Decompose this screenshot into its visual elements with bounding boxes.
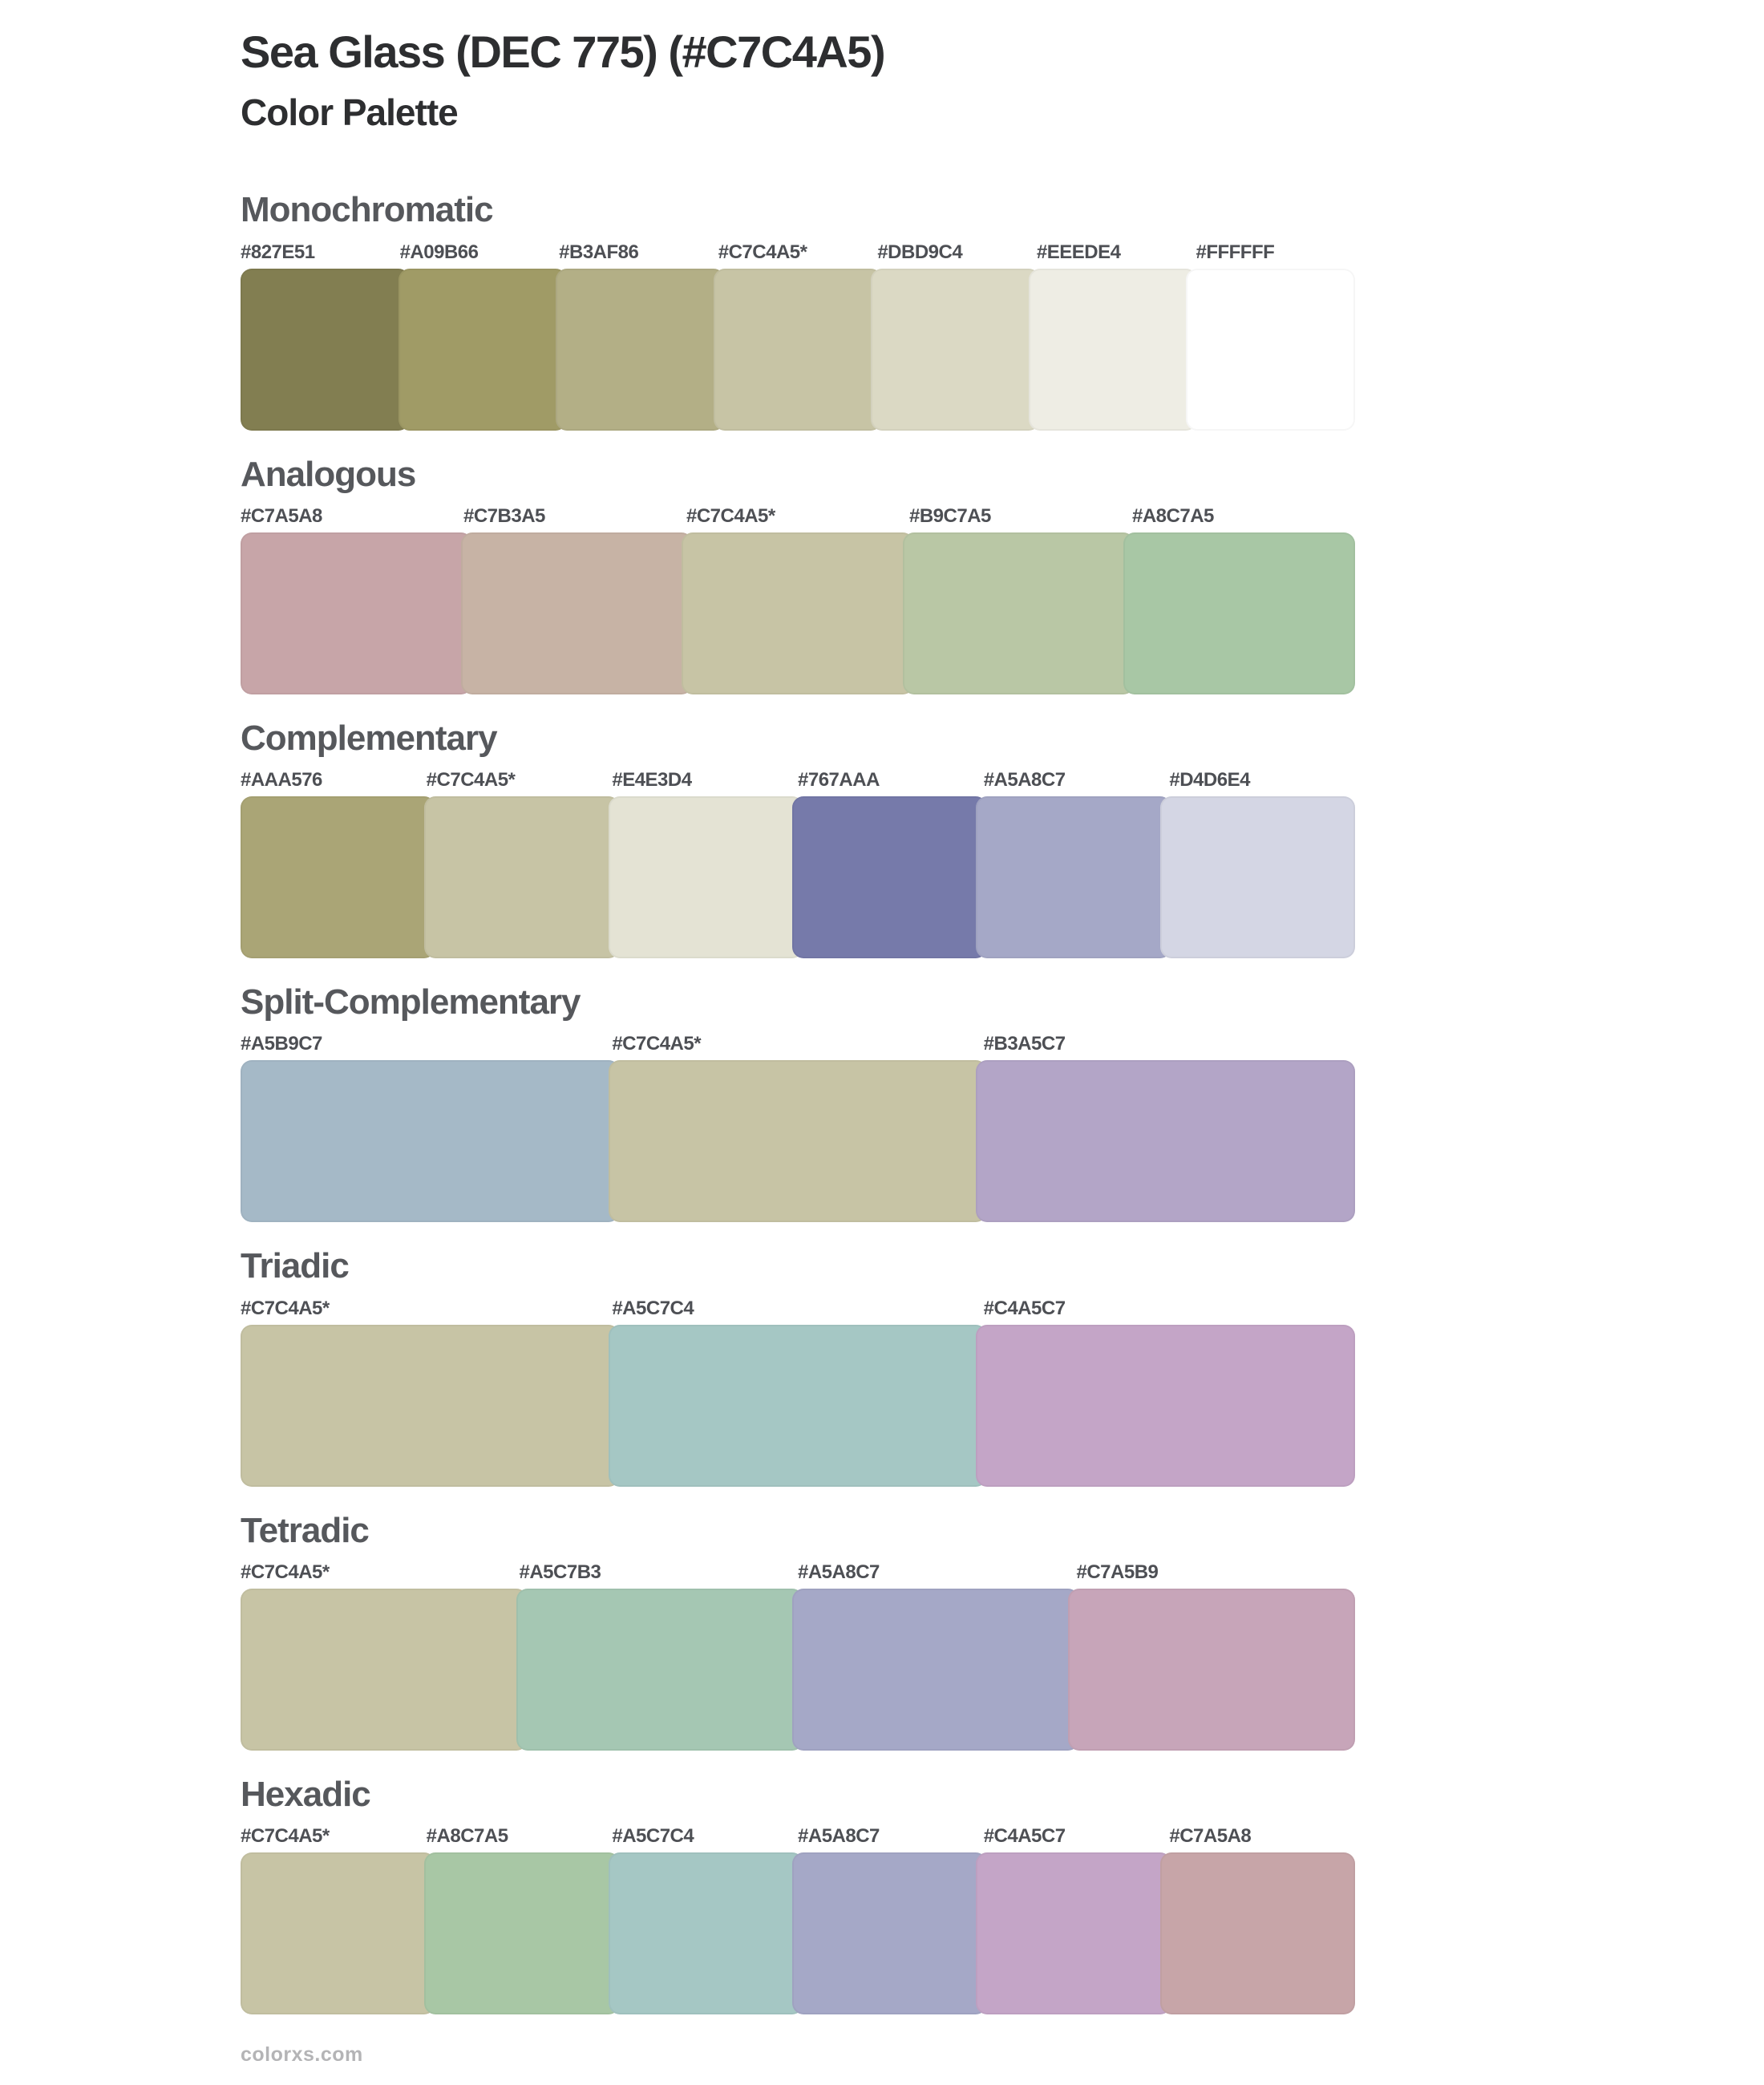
hex-label: #B3A5C7 <box>983 1033 1066 1055</box>
section-title: Triadic <box>241 1246 349 1286</box>
section-title: Hexadic <box>241 1774 370 1814</box>
palette-sections <box>241 190 1355 2014</box>
page-title: Sea Glass (DEC 775) (#C7C4A5) <box>241 26 885 77</box>
color-swatch[interactable] <box>792 1852 987 2014</box>
color-swatch[interactable] <box>1068 1589 1355 1751</box>
hex-label: #C7C4A5* <box>241 1825 330 1848</box>
hex-label: #C7C4A5* <box>718 241 807 263</box>
color-swatch[interactable] <box>1186 269 1355 431</box>
hex-label: #B9C7A5 <box>909 504 991 527</box>
site-footer-link[interactable]: colorxs.com <box>241 2043 363 2067</box>
hex-label: #C7C4A5* <box>241 1561 330 1583</box>
hex-label: #D4D6E4 <box>1169 769 1250 791</box>
color-swatch[interactable] <box>241 1589 528 1751</box>
color-swatch[interactable] <box>1123 532 1355 694</box>
section-title: Analogous <box>241 454 416 494</box>
hex-label: #A5A8C7 <box>798 1561 880 1583</box>
swatch-row <box>241 1852 1355 2014</box>
swatch-row <box>241 796 1355 958</box>
section-title: Split-Complementary <box>241 982 581 1022</box>
palette-section <box>241 719 1355 958</box>
hex-label-row <box>241 241 1355 264</box>
hex-label: #A5C7C4 <box>612 1825 694 1848</box>
color-swatch[interactable] <box>1160 1852 1355 2014</box>
hex-label: #C4A5C7 <box>983 1825 1066 1848</box>
hex-label: #767AAA <box>798 769 880 791</box>
color-swatch[interactable] <box>609 1325 988 1487</box>
hex-label: #C4A5C7 <box>983 1297 1066 1319</box>
hex-label-row <box>241 1033 1355 1055</box>
hex-label: #C7A5A8 <box>241 504 322 527</box>
color-swatch[interactable] <box>609 1060 988 1222</box>
color-swatch[interactable] <box>903 532 1135 694</box>
section-title: Monochromatic <box>241 190 493 230</box>
color-swatch[interactable] <box>609 1852 803 2014</box>
color-swatch[interactable] <box>976 1852 1171 2014</box>
color-swatch[interactable] <box>714 269 883 431</box>
color-swatch[interactable] <box>399 269 568 431</box>
section-title: Complementary <box>241 718 497 758</box>
color-swatch[interactable] <box>241 1852 435 2014</box>
swatch-row <box>241 1325 1355 1487</box>
hex-label: #DBD9C4 <box>877 241 963 263</box>
swatch-row <box>241 269 1355 431</box>
hex-label: #C7A5B9 <box>1076 1561 1159 1583</box>
swatch-row <box>241 1589 1355 1751</box>
hex-label: #EEEDE4 <box>1036 241 1121 263</box>
hex-label: #C7A5A8 <box>1169 1825 1252 1848</box>
color-swatch[interactable] <box>976 1060 1355 1222</box>
hex-label: #A8C7A5 <box>1132 504 1214 527</box>
hex-label: #C7C4A5* <box>241 1297 330 1319</box>
hex-label-row <box>241 1825 1355 1848</box>
hex-label: #C7B3A5 <box>463 504 545 527</box>
color-swatch[interactable] <box>241 269 410 431</box>
hex-label: #B3AF86 <box>559 241 639 263</box>
section-title: Tetradic <box>241 1510 369 1550</box>
hex-label-row <box>241 1298 1355 1320</box>
page-subtitle: Color Palette <box>241 91 458 133</box>
hex-label-row <box>241 505 1355 528</box>
color-swatch[interactable] <box>792 796 987 958</box>
color-swatch[interactable] <box>241 1060 620 1222</box>
swatch-row <box>241 532 1355 694</box>
hex-label: #827E51 <box>241 241 315 263</box>
color-swatch[interactable] <box>976 1325 1355 1487</box>
color-swatch[interactable] <box>516 1589 803 1751</box>
hex-label: #AAA576 <box>241 769 322 791</box>
hex-label: #A8C7A5 <box>426 1825 508 1848</box>
hex-label: #E4E3D4 <box>612 769 692 791</box>
hex-label: #A09B66 <box>399 241 479 263</box>
swatch-row <box>241 1060 1355 1222</box>
hex-label-row <box>241 769 1355 791</box>
color-swatch[interactable] <box>609 796 803 958</box>
hex-label: #C7C4A5* <box>686 504 775 527</box>
palette-section <box>241 190 1355 430</box>
color-swatch[interactable] <box>241 532 472 694</box>
color-swatch[interactable] <box>976 796 1171 958</box>
hex-label: #A5A8C7 <box>798 1825 880 1848</box>
color-swatch[interactable] <box>424 796 619 958</box>
color-swatch[interactable] <box>682 532 913 694</box>
hex-label: #A5C7C4 <box>612 1297 694 1319</box>
color-swatch[interactable] <box>1160 796 1355 958</box>
hex-label: #A5A8C7 <box>983 769 1066 791</box>
hex-label: #C7C4A5* <box>426 769 516 791</box>
color-swatch[interactable] <box>1029 269 1198 431</box>
hex-label: #A5B9C7 <box>241 1033 322 1055</box>
color-swatch[interactable] <box>556 269 725 431</box>
palette-section <box>241 1775 1355 2014</box>
palette-section <box>241 455 1355 694</box>
color-swatch[interactable] <box>871 269 1040 431</box>
palette-section <box>241 1246 1355 1486</box>
hex-label: #A5C7B3 <box>519 1561 601 1583</box>
hex-label: #C7C4A5* <box>612 1033 702 1055</box>
color-swatch[interactable] <box>424 1852 619 2014</box>
color-swatch[interactable] <box>461 532 693 694</box>
color-swatch[interactable] <box>241 1325 620 1487</box>
palette-section <box>241 982 1355 1222</box>
color-swatch[interactable] <box>792 1589 1079 1751</box>
hex-label: #FFFFFF <box>1196 241 1275 263</box>
hex-label-row <box>241 1561 1355 1584</box>
color-swatch[interactable] <box>241 796 435 958</box>
palette-section <box>241 1511 1355 1751</box>
